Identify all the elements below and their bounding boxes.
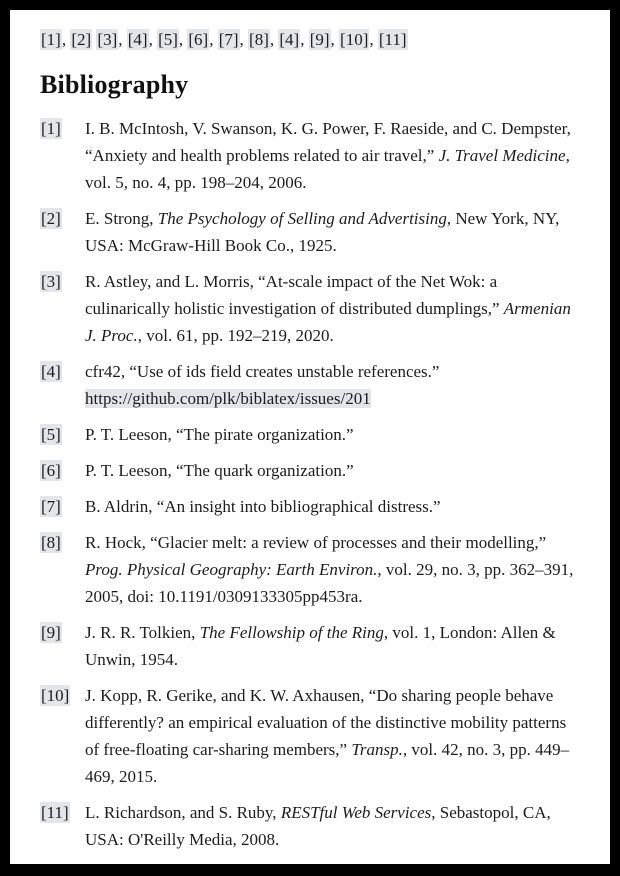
entry-text-segment: , vol. 61, pp. 192–219, 2020. (137, 326, 334, 345)
entry-text (85, 799, 582, 853)
entry-label[interactable]: [10] (41, 686, 70, 705)
entry-text (85, 682, 582, 790)
entry-text-segment: P. T. Leeson, “The quark organization.” (85, 461, 354, 480)
citation-line: [1], [2] [3], [4], [5], [6], [7], [8], [4], [9], [10], [11] (41, 30, 407, 49)
entry-text (85, 619, 582, 673)
entry-text-segment: , vol. 29, no. 3, pp. 362–391, 2005, doi: 10.1191/0309133305pp453ra. (85, 560, 574, 606)
bibliography-list (30, 115, 582, 853)
bibliography-entry (40, 529, 582, 610)
entry-text-segment: I. B. McIntosh, V. Swanson, K. G. Power, F. Raeside, and C. Dempster, “Anxiety and health problems related to air travel,” (85, 119, 571, 165)
entry-label[interactable]: [3] (41, 272, 61, 291)
entry-label-column (40, 358, 85, 385)
entry-text (85, 457, 582, 484)
entry-text (85, 493, 582, 520)
entry-label-column (40, 268, 85, 295)
entry-label[interactable]: [6] (41, 461, 61, 480)
entry-text-segment: P. T. Leeson, “The pirate organization.” (85, 425, 354, 444)
entry-label[interactable]: [11] (41, 803, 69, 822)
citation-ref[interactable]: [9] (309, 30, 330, 49)
bibliography-entry (40, 115, 582, 196)
entry-text-segment: R. Hock, “Glacier melt: a review of processes and their modelling,” (85, 533, 547, 552)
citation-ref[interactable]: [1] (41, 30, 61, 49)
entry-title-italic: Transp. (351, 740, 403, 759)
entry-label[interactable]: [8] (41, 533, 61, 552)
entry-label[interactable]: [4] (41, 362, 61, 381)
entry-text (85, 115, 582, 196)
citation-ref[interactable]: [2] (71, 30, 92, 49)
entry-text-segment: L. Richardson, and S. Ruby, (85, 803, 281, 822)
entry-text-segment: , New York, NY, USA: McGraw-Hill Book Co., 1925. (85, 209, 560, 255)
citation-ref[interactable]: [3] (97, 30, 118, 49)
citation-ref[interactable]: [11] (378, 30, 407, 49)
entry-text-segment: R. Astley, and L. Morris, “At-scale impact of the Net Wok: a culinarically holistic investigation of distributed dumplings,” (85, 272, 504, 318)
entry-title-italic: The Psychology of Selling and Advertising (157, 209, 447, 228)
entry-text-segment: J. Kopp, R. Gerike, and K. W. Axhausen, “Do sharing people behave differently? an empirical evaluation of the distinctive mobility patterns of free-floating car-sharing members,” (85, 686, 567, 759)
citation-ref[interactable]: [6] (188, 30, 209, 49)
entry-label-column (40, 529, 85, 556)
entry-text-segment: , vol. 1, London: Allen & Unwin, 1954. (85, 623, 556, 669)
bibliography-entry (40, 799, 582, 853)
citation-ref[interactable]: [5] (158, 30, 178, 49)
citation-ref[interactable]: [4] (127, 30, 148, 49)
entry-url-link[interactable]: https://github.com/plk/biblatex/issues/201 (85, 389, 371, 408)
entry-label-column (40, 493, 85, 520)
entry-title-italic: The Fellowship of the Ring (199, 623, 384, 642)
bibliography-entry (40, 457, 582, 484)
entry-text-segment: , vol. 5, no. 4, pp. 198–204, 2006. (85, 146, 570, 192)
entry-text-segment: , Sebastopol, CA, USA: O'Reilly Media, 2008. (85, 803, 551, 849)
entry-text-segment: E. Strong, (85, 209, 158, 228)
citation-ref[interactable]: [8] (249, 30, 269, 49)
entry-label-column (40, 682, 85, 709)
entry-text-segment: , vol. 42, no. 3, pp. 449–469, 2015. (85, 740, 570, 786)
entry-text (85, 268, 582, 349)
entry-label-column (40, 799, 85, 826)
entry-title-italic: J. Travel Medicine (438, 146, 566, 165)
entry-label[interactable]: [2] (41, 209, 61, 228)
entry-text (85, 421, 582, 448)
bibliography-entry (40, 682, 582, 790)
bibliography-page (10, 10, 610, 864)
citation-ref[interactable]: [10] (340, 30, 369, 49)
entry-title-italic: Prog. Physical Geography: Earth Environ. (85, 560, 378, 579)
entry-label[interactable]: [9] (41, 623, 61, 642)
entry-label[interactable]: [7] (41, 497, 61, 516)
bibliography-entry (40, 421, 582, 448)
entry-label-column (40, 421, 85, 448)
bibliography-entry (40, 205, 582, 259)
bibliography-entry (40, 268, 582, 349)
citation-ref[interactable]: [7] (218, 30, 239, 49)
entry-label-column (40, 205, 85, 232)
entry-text-segment: J. R. R. Tolkien, (85, 623, 200, 642)
bibliography-entry (40, 493, 582, 520)
entry-text (85, 205, 582, 259)
entry-text (85, 358, 582, 412)
bibliography-entry (40, 619, 582, 673)
citation-ref[interactable]: [4] (279, 30, 300, 49)
entry-label-column (40, 115, 85, 142)
entry-label-column (40, 619, 85, 646)
entry-text-segment: cfr42, “Use of ids field creates unstable references.” (85, 362, 440, 381)
entry-label[interactable]: [5] (41, 425, 61, 444)
bibliography-entry (40, 358, 582, 412)
entry-title-italic: RESTful Web Services (280, 803, 432, 822)
entry-label[interactable]: [1] (41, 119, 61, 138)
page-title: Bibliography (40, 70, 189, 99)
entry-title-italic: Armenian J. Proc. (85, 299, 571, 345)
entry-text (85, 529, 582, 610)
entry-label-column (40, 457, 85, 484)
entry-text-segment: B. Aldrin, “An insight into bibliographical distress.” (85, 497, 441, 516)
